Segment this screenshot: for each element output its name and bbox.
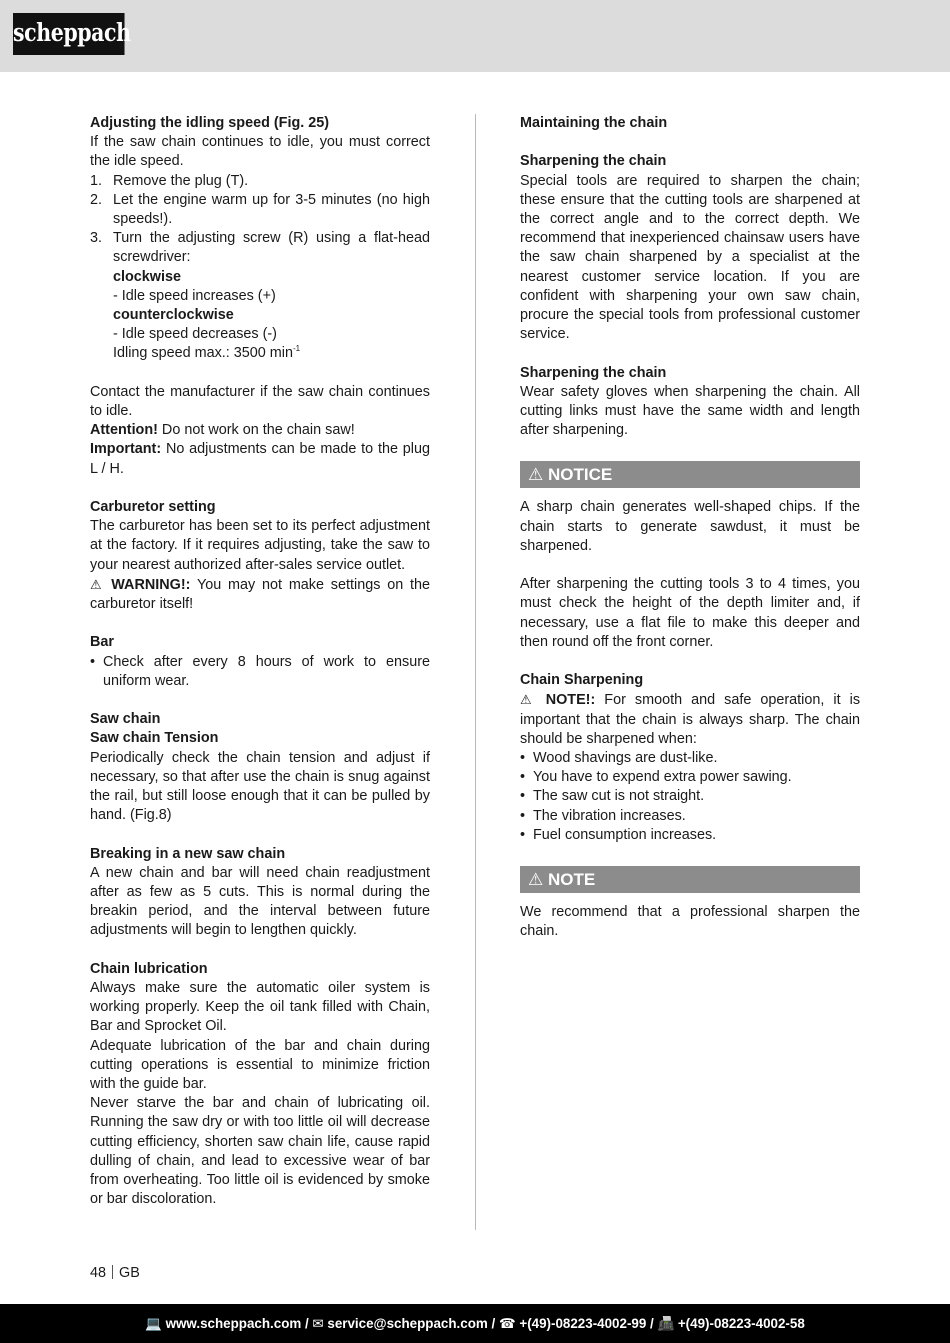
step-number: 3.	[90, 230, 103, 247]
idle-max-speed	[90, 344, 430, 363]
note-label: NOTE!:	[536, 692, 596, 709]
idle-steps	[90, 172, 430, 268]
breaking-in-heading: Breaking in a new saw chain	[90, 845, 286, 862]
step-text: Let the engine warm up for 3-5 minutes (no high speeds!).	[113, 191, 430, 228]
step-item	[90, 191, 430, 229]
important-line	[90, 440, 430, 478]
clockwise-text: - Idle speed increases (+)	[113, 287, 276, 304]
list-item: • Check after every 8 hours of work to ensure uniform wear.	[90, 653, 430, 691]
language-code: GB	[119, 1265, 140, 1281]
counterclockwise-text: - Idle speed decreases (-)	[113, 326, 277, 343]
notice-text-1: A sharp chain generates well-shaped chips. If the chain starts to generate sawdust, it must be sharpened.	[520, 499, 860, 554]
sharpening-heading: Sharpening the chain	[520, 153, 667, 170]
list-item: • Wood shavings are dust-like.	[520, 749, 860, 768]
page-footer	[90, 1264, 140, 1283]
notice-banner	[520, 461, 860, 488]
warning-triangle-icon: ⚠	[90, 576, 105, 592]
left-column	[90, 114, 430, 1209]
warning-text: You may not make settings on the carburetor itself!	[90, 576, 431, 613]
lubrication-text-3: Never starve the bar and chain of lubricating oil. Running the saw dry or with too little oil will decrease cutting efficiency, shorten saw chain life, cause rapid dulling of chain, and lead to excessive wear of bar from overheating. Too little oil is evidenced by smoke or bar discoloration.	[90, 1095, 430, 1208]
attention-text: Do not work on the chain saw!	[157, 422, 355, 439]
sharpening-text: Special tools are required to sharpen the chain; these ensure that the cutting tools are sharpened at the correct angle and to the correct depth. We recommend that inexperienced chainsaw users have the saw chain sharpened by a specialist at the nearest customer service location. If you are confident with sharpening your own saw chain, procure the special tools from professional customer service.	[520, 172, 860, 343]
sharpening-text-2: Wear safety gloves when sharpening the chain. All cutting links must have the same width and length after sharpening.	[520, 383, 860, 439]
list-item: • Fuel consumption increases.	[520, 826, 860, 845]
lubrication-text-2: Adequate lubrication of the bar and chain during cutting operations is essential to minimize friction with the guide bar.	[90, 1037, 430, 1093]
contact-line: 💻 www.scheppach.com / ✉ service@scheppach.com / ☎ +(49)-08223-4002-99 / 📠 +(49)-08223-4002-58	[145, 1316, 805, 1331]
maintaining-heading: Maintaining the chain	[520, 115, 668, 131]
counterclockwise-label: counterclockwise	[113, 307, 234, 324]
bar-heading: Bar	[90, 634, 114, 651]
scheppach-logo: scheppach	[13, 13, 125, 55]
right-column	[520, 114, 860, 941]
saw-chain-tension-text: Periodically check the chain tension and adjust if necessary, so that after use the chain is snug against the rail, but still loose enough that it can be pulled by hand. (Fig.8)	[90, 749, 430, 824]
column-divider	[475, 114, 476, 1230]
chain-sharpening-note	[520, 690, 860, 749]
lubrication-text-1: Always make sure the automatic oiler system is working properly. Keep the oil tank filled with Chain, Bar and Sprocket Oil.	[90, 980, 430, 1035]
step-number: 1.	[90, 172, 103, 189]
attention-line	[90, 421, 430, 440]
notice-text-2: After sharpening the cutting tools 3 to 4 times, you must check the height of the depth limiter and, if necessary, use a flat file to make this deeper and then round off the front corner.	[520, 576, 860, 650]
breaking-in-text: A new chain and bar will need chain readjustment after as few as 5 cuts. This is normal during the breakin period, and the interval between future adjustments will begin to lengthen quickly.	[90, 864, 430, 939]
carburetor-text: The carburetor has been set to its perfect adjustment at the factory. If it requires adjusting, take the saw to your nearest authorized after-sales service outlet.	[90, 518, 430, 573]
list-item: • The saw cut is not straight.	[520, 787, 860, 806]
carburetor-warning	[90, 575, 430, 614]
carburetor-heading: Carburetor setting	[90, 499, 216, 516]
note-banner-text: We recommend that a professional sharpen the chain.	[520, 904, 860, 940]
step-text: Turn the adjusting screw (R) using a flat-head screwdriver:	[113, 230, 430, 266]
lubrication-heading: Chain lubrication	[90, 960, 208, 977]
idle-heading: Adjusting the idling speed (Fig. 25)	[90, 115, 330, 131]
warning-triangle-icon: ⚠	[528, 465, 544, 485]
idle-max-unit-exponent: -1	[293, 344, 301, 354]
bar-list	[90, 653, 430, 691]
contact-text: Contact the manufacturer if the saw chain continues to idle.	[90, 383, 430, 420]
warning-triangle-icon: ⚠	[520, 692, 537, 708]
header-band	[0, 0, 950, 72]
step-item	[90, 229, 430, 267]
attention-label: Attention!	[90, 422, 158, 439]
important-text: No adjustments can be made to the plug L / H.	[90, 441, 430, 477]
clockwise-label: clockwise	[113, 268, 181, 285]
idle-max-text: Idling speed max.: 3500 min	[113, 345, 293, 362]
warning-label: WARNING!:	[104, 576, 191, 593]
step-text: Remove the plug (T).	[113, 172, 249, 189]
notice-label: NOTICE	[547, 465, 613, 485]
note-banner	[520, 866, 860, 893]
chain-sharpening-heading: Chain Sharpening	[520, 672, 644, 689]
contact-footer-bar	[0, 1304, 950, 1343]
important-label: Important:	[90, 441, 162, 458]
page-number: 48	[90, 1265, 107, 1281]
step-number: 2.	[90, 191, 103, 208]
list-item: • You have to expend extra power sawing.	[520, 768, 860, 787]
note-banner-label: NOTE	[547, 870, 596, 890]
saw-chain-tension-heading: Saw chain Tension	[90, 730, 219, 747]
warning-triangle-icon: ⚠	[528, 870, 544, 890]
sharpening-heading-2: Sharpening the chain	[520, 364, 667, 381]
idle-intro: If the saw chain continues to idle, you must correct the idle speed.	[90, 134, 430, 170]
saw-chain-heading: Saw chain	[90, 711, 161, 728]
sharpening-conditions-list	[520, 749, 860, 845]
note-text: For smooth and safe operation, it is important that the chain is always sharp. The chain should be sharpened when:	[520, 692, 861, 747]
list-item: • The vibration increases.	[520, 807, 860, 826]
step-item	[90, 172, 430, 191]
